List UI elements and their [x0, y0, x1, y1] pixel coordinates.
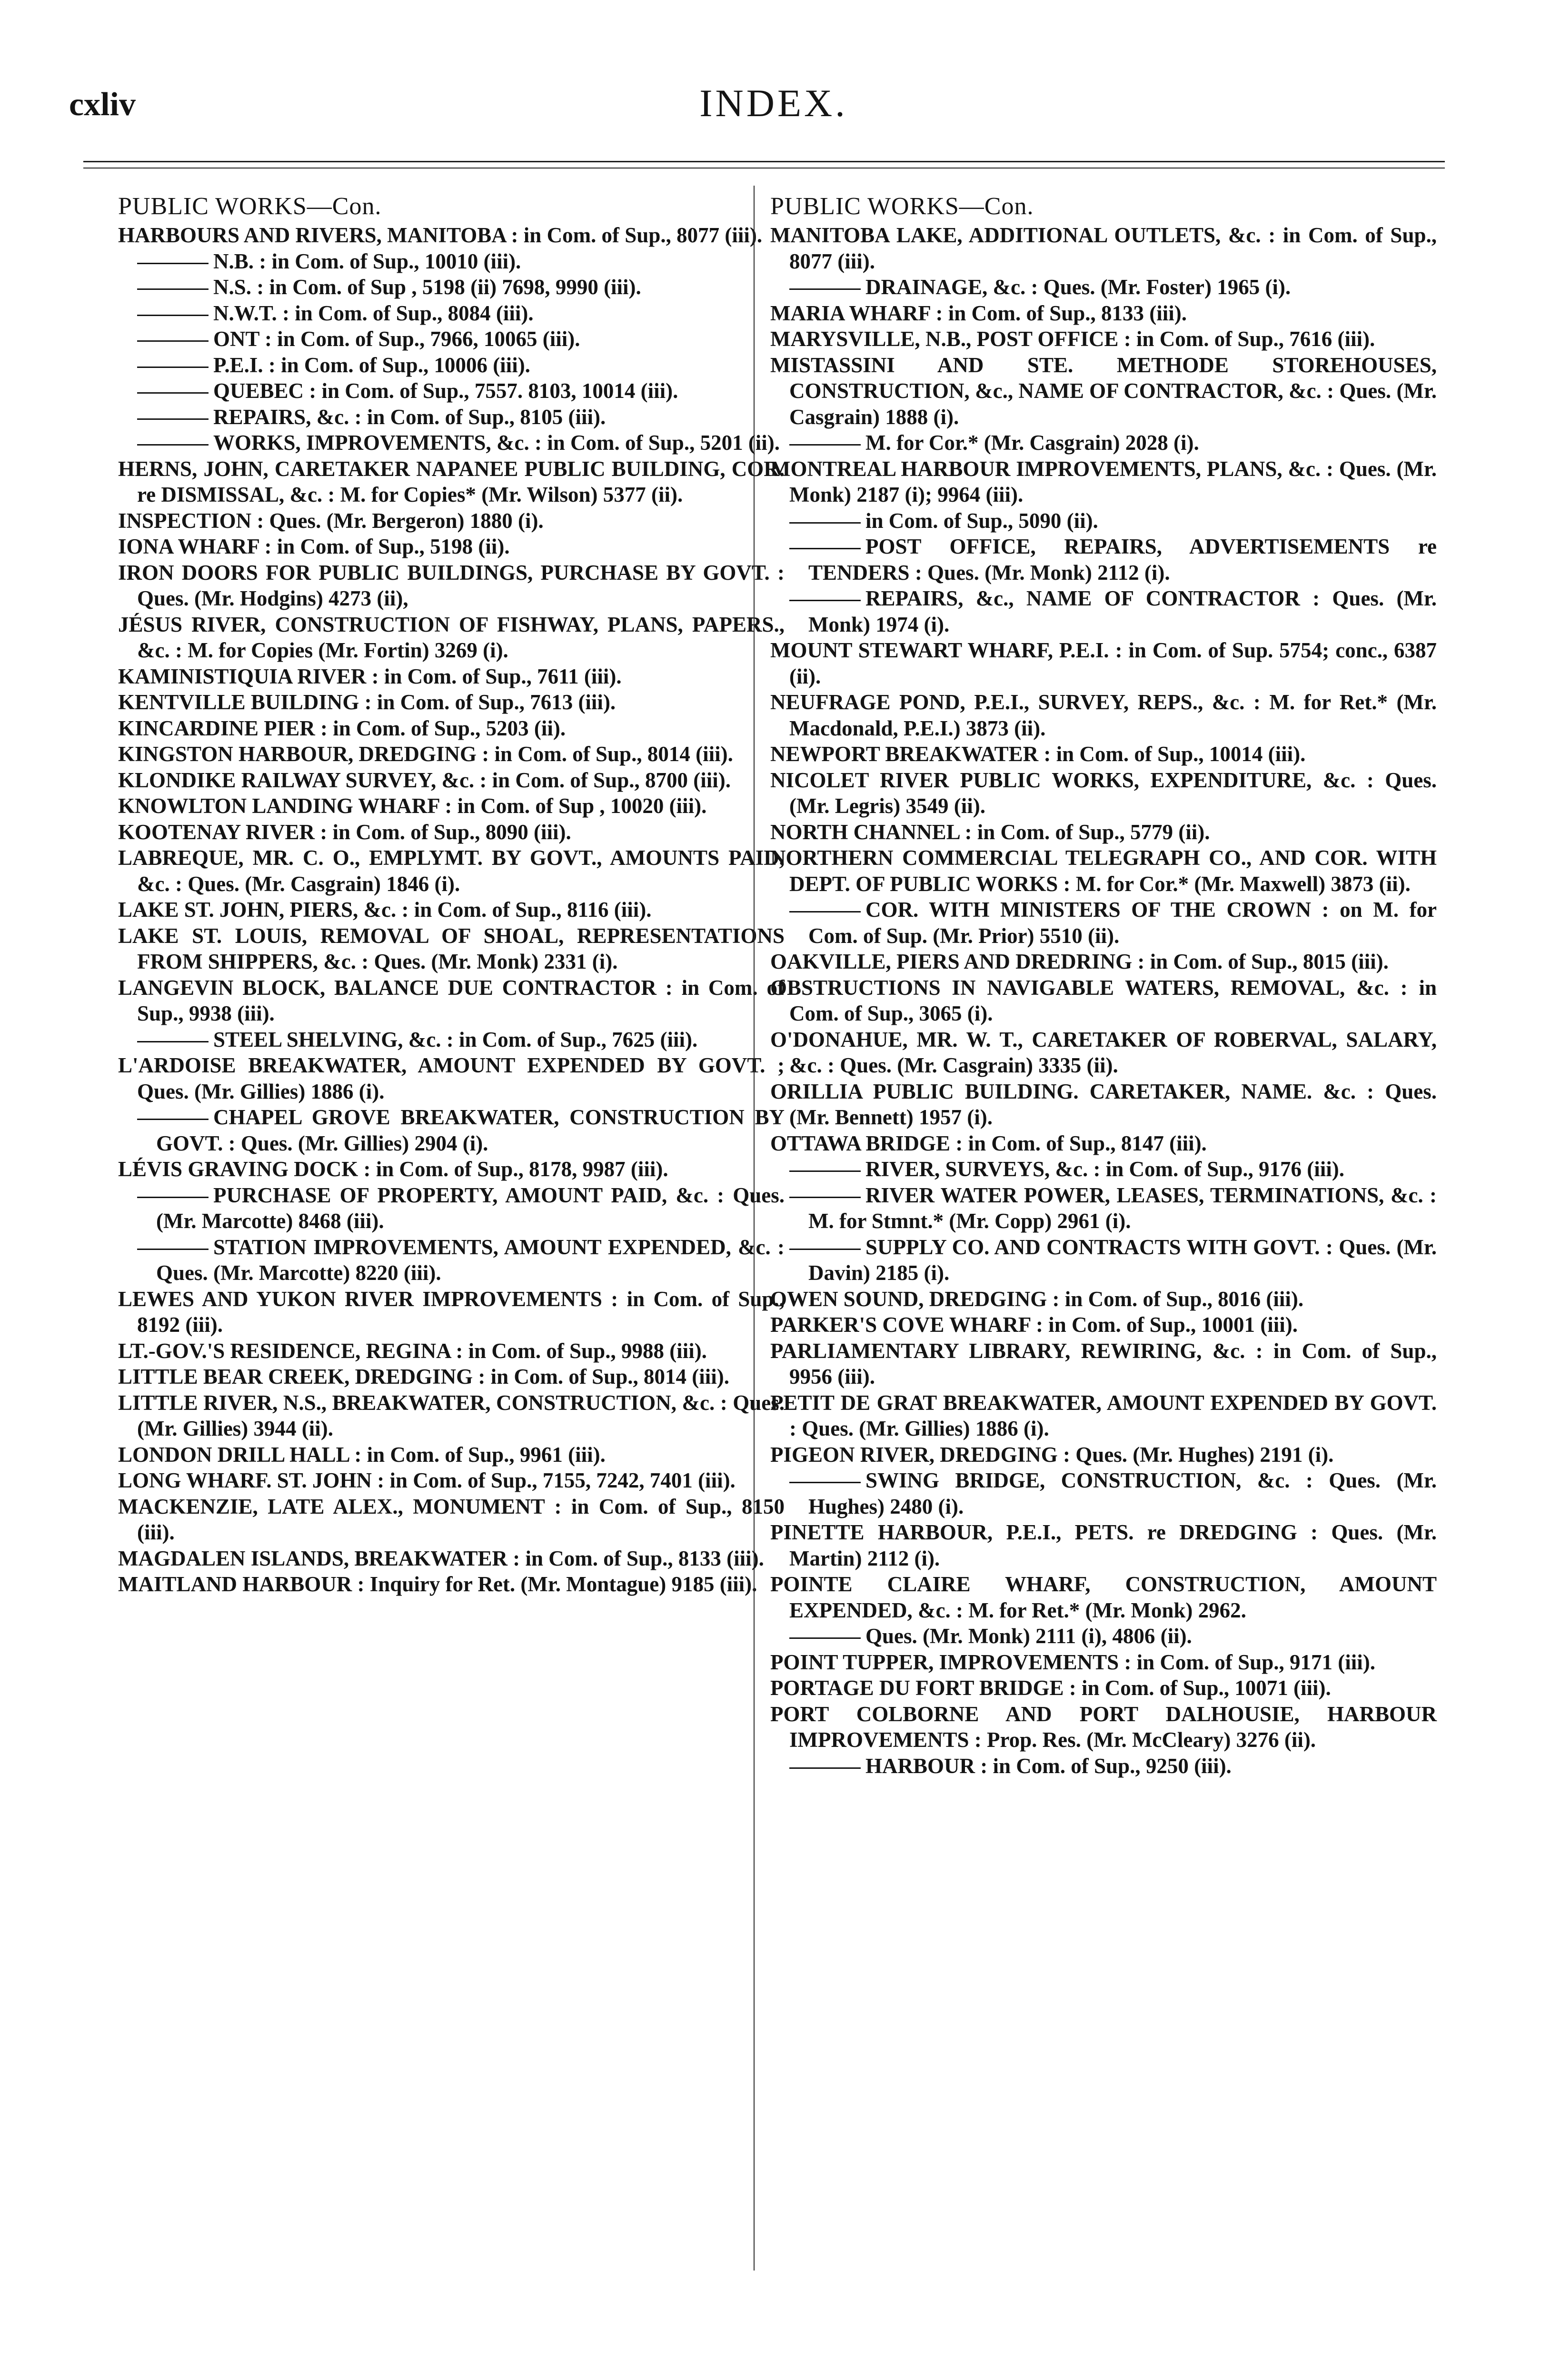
entry-text: NEWPORT BREAKWATER : in Com. of Sup., 10014 (iii).	[770, 742, 1306, 766]
index-entry	[118, 456, 785, 508]
index-entry	[118, 1052, 785, 1104]
index-subentry	[770, 585, 1437, 637]
entry-text: ORILLIA PUBLIC BUILDING. CARETAKER, NAME. &c. : Ques. (Mr. Bennett) 1957 (i).	[770, 1079, 1437, 1129]
index-subentry	[118, 326, 785, 352]
index-entry	[770, 767, 1437, 819]
index-entry	[770, 300, 1437, 327]
index-entry	[770, 1701, 1437, 1753]
ditto-dash	[137, 392, 209, 394]
index-subentry	[770, 274, 1437, 300]
entry-text: OAKVILLE, PIERS AND DREDRING : in Com. of Sup., 8015 (iii).	[770, 950, 1389, 973]
index-entry	[118, 975, 785, 1027]
entry-text: KAMINISTIQUIA RIVER : in Com. of Sup., 7611 (iii).	[118, 664, 622, 688]
index-entry	[118, 1468, 785, 1494]
index-entry	[770, 1390, 1437, 1442]
entry-text: OTTAWA BRIDGE : in Com. of Sup., 8147 (iii).	[770, 1131, 1207, 1155]
index-subentry	[118, 300, 785, 327]
entry-text: LÉVIS GRAVING DOCK : in Com. of Sup., 8178, 9987 (iii).	[118, 1157, 668, 1181]
ditto-dash	[789, 600, 861, 601]
index-entry	[118, 534, 785, 560]
entry-text: WORKS, IMPROVEMENTS, &c. : in Com. of Sup., 5201 (ii).	[213, 431, 780, 455]
entry-text: L'ARDOISE BREAKWATER, AMOUNT EXPENDED BY GOVT. ; Ques. (Mr. Gillies) 1886 (i).	[118, 1053, 785, 1103]
entry-text: MOUNT STEWART WHARF, P.E.I. : in Com. of Sup. 5754; conc., 6387 (ii).	[770, 638, 1437, 688]
entry-text: N.W.T. : in Com. of Sup., 8084 (iii).	[213, 301, 534, 325]
index-entry	[118, 923, 785, 975]
index-subentry	[118, 1104, 785, 1156]
index-subentry	[770, 1753, 1437, 1779]
ditto-dash	[137, 1249, 209, 1250]
ditto-dash	[137, 1041, 209, 1042]
entry-text: SUPPLY CO. AND CONTRACTS WITH GOVT. : Ques. (Mr. Davin) 2185 (i).	[808, 1235, 1437, 1285]
entry-text: RIVER WATER POWER, LEASES, TERMINATIONS, &c. : M. for Stmnt.* (Mr. Copp) 2961 (i).	[808, 1183, 1437, 1233]
page-title: INDEX.	[699, 81, 848, 125]
index-subentry	[118, 248, 785, 275]
header-rule	[83, 161, 1445, 162]
ditto-dash	[137, 1197, 209, 1198]
entry-text: COR. WITH MINISTERS OF THE CROWN : on M. for Com. of Sup. (Mr. Prior) 5510 (ii).	[808, 898, 1437, 948]
index-entry	[118, 819, 785, 845]
index-entry	[770, 637, 1437, 689]
entry-text: LONG WHARF. ST. JOHN : in Com. of Sup., 7155, 7242, 7401 (iii).	[118, 1468, 736, 1492]
entry-text: LAKE ST. JOHN, PIERS, &c. : in Com. of Sup., 8116 (iii).	[118, 898, 652, 922]
header-rule-thin	[83, 168, 1445, 169]
left-column	[118, 193, 785, 1597]
entry-text: SWING BRIDGE, CONSTRUCTION, &c. : Ques. (Mr. Hughes) 2480 (i).	[808, 1468, 1437, 1518]
index-entry	[118, 845, 785, 897]
index-entry	[770, 845, 1437, 897]
ditto-dash	[789, 548, 861, 549]
entry-text: M. for Cor.* (Mr. Casgrain) 2028 (i).	[865, 431, 1199, 455]
index-entry	[770, 741, 1437, 767]
right-column	[770, 193, 1437, 1779]
index-entry	[118, 1546, 785, 1572]
index-entry	[118, 793, 785, 819]
section-heading: PUBLIC WORKS—Con.	[118, 193, 382, 220]
index-entry	[770, 1286, 1437, 1312]
entry-text: PARLIAMENTARY LIBRARY, REWIRING, &c. : in Com. of Sup., 9956 (iii).	[770, 1339, 1437, 1388]
entry-text: MAITLAND HARBOUR : Inquiry for Ret. (Mr. Montague) 9185 (iii).	[118, 1572, 757, 1596]
entry-text: PINETTE HARBOUR, P.E.I., PETS. re DREDGING : Ques. (Mr. Martin) 2112 (i).	[770, 1520, 1437, 1570]
entry-text: NEUFRAGE POND, P.E.I., SURVEY, REPS., &c. : M. for Ret.* (Mr. Macdonald, P.E.I.) 3873 (ii).	[770, 690, 1437, 740]
index-entry	[770, 1442, 1437, 1468]
index-entry	[770, 1312, 1437, 1338]
entry-text: POST OFFICE, REPAIRS, ADVERTISEMENTS re TENDERS : Ques. (Mr. Monk) 2112 (i).	[808, 535, 1437, 585]
entry-text: LANGEVIN BLOCK, BALANCE DUE CONTRACTOR : in Com. of Sup., 9938 (iii).	[118, 975, 785, 1025]
entry-text: POINTE CLAIRE WHARF, CONSTRUCTION, AMOUNT EXPENDED, &c. : M. for Ret.* (Mr. Monk) 2962.	[770, 1572, 1437, 1622]
entry-text: KLONDIKE RAILWAY SURVEY, &c. : in Com. of Sup., 8700 (iii).	[118, 768, 731, 792]
index-subentry	[770, 1623, 1437, 1649]
ditto-dash	[789, 522, 861, 524]
index-entry	[118, 897, 785, 923]
index-entry	[118, 222, 785, 248]
index-subentry	[770, 1468, 1437, 1519]
ditto-dash	[137, 418, 209, 420]
entry-text: QUEBEC : in Com. of Sup., 7557. 8103, 10014 (iii).	[213, 379, 678, 403]
index-entry	[770, 1079, 1437, 1130]
entry-text: CHAPEL GROVE BREAKWATER, CONSTRUCTION BY GOVT. : Ques. (Mr. Gillies) 2904 (i).	[156, 1105, 785, 1155]
entry-text: Ques. (Mr. Monk) 2111 (i), 4806 (ii).	[865, 1624, 1192, 1648]
index-entry	[118, 715, 785, 742]
index-entry	[770, 1027, 1437, 1079]
page-header	[69, 81, 1478, 133]
entry-text: IONA WHARF : in Com. of Sup., 5198 (ii).	[118, 535, 510, 558]
entry-text: STEEL SHELVING, &c. : in Com. of Sup., 7625 (iii).	[213, 1027, 698, 1051]
entry-text: REPAIRS, &c., NAME OF CONTRACTOR : Ques. (Mr. Monk) 1974 (i).	[808, 586, 1437, 636]
index-subentry	[118, 1027, 785, 1053]
index-entry	[770, 1571, 1437, 1623]
entry-text: N.S. : in Com. of Sup , 5198 (ii) 7698, 9990 (iii).	[213, 275, 641, 299]
entry-text: STATION IMPROVEMENTS, AMOUNT EXPENDED, &c. : Ques. (Mr. Marcotte) 8220 (iii).	[156, 1235, 785, 1285]
ditto-dash	[789, 288, 861, 290]
index-entry	[118, 1338, 785, 1364]
index-entry	[118, 508, 785, 534]
entry-text: HARBOUR : in Com. of Sup., 9250 (iii).	[865, 1754, 1232, 1778]
index-entry	[118, 664, 785, 690]
index-entry	[770, 222, 1437, 274]
entry-text: LT.-GOV.'S RESIDENCE, REGINA : in Com. of Sup., 9988 (iii).	[118, 1339, 707, 1363]
entry-text: PETIT DE GRAT BREAKWATER, AMOUNT EXPENDED BY GOVT. : Ques. (Mr. Gillies) 1886 (i).	[770, 1390, 1437, 1440]
index-entry	[118, 612, 785, 664]
entry-text: NORTH CHANNEL : in Com. of Sup., 5779 (ii).	[770, 820, 1210, 844]
index-entry	[118, 560, 785, 612]
entry-text: REPAIRS, &c. : in Com. of Sup., 8105 (iii).	[213, 405, 606, 429]
entry-text: OBSTRUCTIONS IN NAVIGABLE WATERS, REMOVAL, &c. : in Com. of Sup., 3065 (i).	[770, 975, 1437, 1025]
entry-text: KENTVILLE BUILDING : in Com. of Sup., 7613 (iii).	[118, 690, 616, 714]
index-entry	[770, 1675, 1437, 1701]
entry-text: KNOWLTON LANDING WHARF : in Com. of Sup , 10020 (iii).	[118, 794, 707, 818]
index-subentry	[770, 1182, 1437, 1234]
index-subentry	[118, 430, 785, 456]
index-entry	[770, 1130, 1437, 1157]
index-subentry	[118, 378, 785, 404]
entry-text: INSPECTION : Ques. (Mr. Bergeron) 1880 (i).	[118, 508, 544, 533]
index-subentry	[770, 430, 1437, 456]
ditto-dash	[137, 1119, 209, 1120]
index-entry	[770, 949, 1437, 975]
index-subentry	[118, 274, 785, 300]
entry-text: LAKE ST. LOUIS, REMOVAL OF SHOAL, REPRESENTATIONS FROM SHIPPERS, &c. : Ques. (Mr. Monk) 2331 (i).	[118, 923, 785, 973]
entry-text: PURCHASE OF PROPERTY, AMOUNT PAID, &c. : Ques. (Mr. Marcotte) 8468 (iii).	[156, 1183, 785, 1233]
entry-text: LITTLE RIVER, N.S., BREAKWATER, CONSTRUCTION, &c. : Ques. (Mr. Gillies) 3944 (ii).	[118, 1390, 785, 1440]
entry-text: PARKER'S COVE WHARF : in Com. of Sup., 10001 (iii).	[770, 1313, 1298, 1337]
entry-text: KINGSTON HARBOUR, DREDGING : in Com. of Sup., 8014 (iii).	[118, 742, 733, 766]
entry-text: P.E.I. : in Com. of Sup., 10006 (iii).	[213, 353, 530, 377]
entry-text: HERNS, JOHN, CARETAKER NAPANEE PUBLIC BUILDING, COR. re DISMISSAL, &c. : M. for Copies* (Mr. Wilson) 5377 (ii).	[118, 456, 785, 506]
entry-text: KOOTENAY RIVER : in Com. of Sup., 8090 (iii).	[118, 820, 571, 844]
index-subentry	[770, 508, 1437, 534]
index-subentry	[770, 534, 1437, 585]
entry-list	[118, 222, 785, 1597]
index-entry	[770, 456, 1437, 508]
entry-text: HARBOURS AND RIVERS, MANITOBA : in Com. of Sup., 8077 (iii).	[118, 223, 763, 247]
ditto-dash	[789, 1249, 861, 1250]
entry-text: O'DONAHUE, MR. W. T., CARETAKER OF ROBERVAL, SALARY, &c. : Ques. (Mr. Casgrain) 3335 (ii).	[770, 1027, 1437, 1077]
section-heading: PUBLIC WORKS—Con.	[770, 193, 1034, 220]
index-entry	[770, 326, 1437, 352]
entry-text: LEWES AND YUKON RIVER IMPROVEMENTS : in Com. of Sup., 8192 (iii).	[118, 1287, 785, 1337]
index-entry	[118, 1390, 785, 1442]
index-entry	[770, 352, 1437, 430]
index-entry	[118, 689, 785, 715]
entry-text: N.B. : in Com. of Sup., 10010 (iii).	[213, 249, 521, 273]
column-divider	[754, 186, 755, 2271]
entry-text: NICOLET RIVER PUBLIC WORKS, EXPENDITURE, &c. : Ques. (Mr. Legris) 3549 (ii).	[770, 768, 1437, 818]
entry-text: PORT COLBORNE AND PORT DALHOUSIE, HARBOUR IMPROVEMENTS : Prop. Res. (Mr. McCleary) 3276 (ii).	[770, 1702, 1437, 1752]
entry-text: MONTREAL HARBOUR IMPROVEMENTS, PLANS, &c. : Ques. (Mr. Monk) 2187 (i); 9964 (iii).	[770, 456, 1437, 506]
entry-text: IRON DOORS FOR PUBLIC BUILDINGS, PURCHASE BY GOVT. : Ques. (Mr. Hodgins) 4273 (ii),	[118, 560, 785, 610]
ditto-dash	[789, 1197, 861, 1198]
ditto-dash	[789, 444, 861, 446]
index-entry	[118, 767, 785, 793]
entry-text: PIGEON RIVER, DREDGING : Ques. (Mr. Hughes) 2191 (i).	[770, 1442, 1334, 1467]
index-entry	[770, 819, 1437, 845]
page-number: cxliv	[69, 86, 136, 123]
ditto-dash	[789, 1170, 861, 1172]
index-entry	[770, 1519, 1437, 1571]
entry-text: ONT : in Com. of Sup., 7966, 10065 (iii).	[213, 327, 580, 351]
entry-text: RIVER, SURVEYS, &c. : in Com. of Sup., 9176 (iii).	[865, 1157, 1344, 1181]
entry-text: MISTASSINI AND STE. METHODE STOREHOUSES, CONSTRUCTION, &c., NAME OF CONTRACTOR, &c. : Ques. (Mr. Casgrain) 1888 (i).	[770, 353, 1437, 429]
entry-text: DRAINAGE, &c. : Ques. (Mr. Foster) 1965 (i).	[865, 275, 1291, 299]
entry-text: POINT TUPPER, IMPROVEMENTS : in Com. of Sup., 9171 (iii).	[770, 1650, 1375, 1674]
entry-text: MARYSVILLE, N.B., POST OFFICE : in Com. of Sup., 7616 (iii).	[770, 327, 1375, 351]
entry-text: MANITOBA LAKE, ADDITIONAL OUTLETS, &c. : in Com. of Sup., 8077 (iii).	[770, 223, 1437, 273]
index-entry	[118, 1494, 785, 1546]
entry-text: MACKENZIE, LATE ALEX., MONUMENT : in Com. of Sup., 8150 (iii).	[118, 1494, 785, 1544]
ditto-dash	[137, 367, 209, 368]
ditto-dash	[137, 315, 209, 316]
index-subentry	[118, 1182, 785, 1234]
entry-text: JÉSUS RIVER, CONSTRUCTION OF FISHWAY, PLANS, PAPERS., &c. : M. for Copies (Mr. Fortin) 3269 (i).	[118, 612, 785, 662]
entry-text: LONDON DRILL HALL : in Com. of Sup., 9961 (iii).	[118, 1442, 606, 1467]
index-subentry	[118, 1234, 785, 1286]
index-entry	[118, 1442, 785, 1468]
entry-text: KINCARDINE PIER : in Com. of Sup., 5203 (ii).	[118, 716, 566, 740]
ditto-dash	[789, 911, 861, 912]
index-entry	[770, 1338, 1437, 1390]
entry-text: LITTLE BEAR CREEK, DREDGING : in Com. of Sup., 8014 (iii).	[118, 1365, 729, 1388]
entry-text: NORTHERN COMMERCIAL TELEGRAPH CO., AND COR. WITH DEPT. OF PUBLIC WORKS : M. for Cor.* (Mr. Maxwell) 3873 (ii).	[770, 846, 1437, 896]
entry-list	[770, 222, 1437, 1779]
index-subentry	[118, 352, 785, 378]
entry-text: LABREQUE, MR. C. O., EMPLYMT. BY GOVT., AMOUNTS PAID, &c. : Ques. (Mr. Casgrain) 1846 (i).	[118, 846, 785, 896]
index-subentry	[118, 404, 785, 430]
index-subentry	[770, 1234, 1437, 1286]
entry-text: PORTAGE DU FORT BRIDGE : in Com. of Sup., 10071 (iii).	[770, 1676, 1331, 1700]
entry-text: OWEN SOUND, DREDGING : in Com. of Sup., 8016 (iii).	[770, 1287, 1304, 1311]
ditto-dash	[789, 1482, 861, 1483]
index-entry	[770, 689, 1437, 741]
ditto-dash	[789, 1637, 861, 1639]
ditto-dash	[789, 1767, 861, 1769]
index-entry	[118, 741, 785, 767]
entry-text: MARIA WHARF : in Com. of Sup., 8133 (iii).	[770, 301, 1187, 325]
entry-text: in Com. of Sup., 5090 (ii).	[865, 508, 1098, 533]
ditto-dash	[137, 340, 209, 342]
index-entry	[770, 975, 1437, 1027]
index-entry	[118, 1571, 785, 1597]
index-subentry	[770, 1156, 1437, 1182]
index-subentry	[770, 897, 1437, 949]
index-entry	[118, 1156, 785, 1182]
index-entry	[118, 1364, 785, 1390]
ditto-dash	[137, 444, 209, 446]
ditto-dash	[137, 263, 209, 264]
index-entry	[118, 1286, 785, 1338]
entry-text: MAGDALEN ISLANDS, BREAKWATER : in Com. of Sup., 8133 (iii).	[118, 1546, 764, 1570]
ditto-dash	[137, 288, 209, 290]
index-entry	[770, 1649, 1437, 1676]
